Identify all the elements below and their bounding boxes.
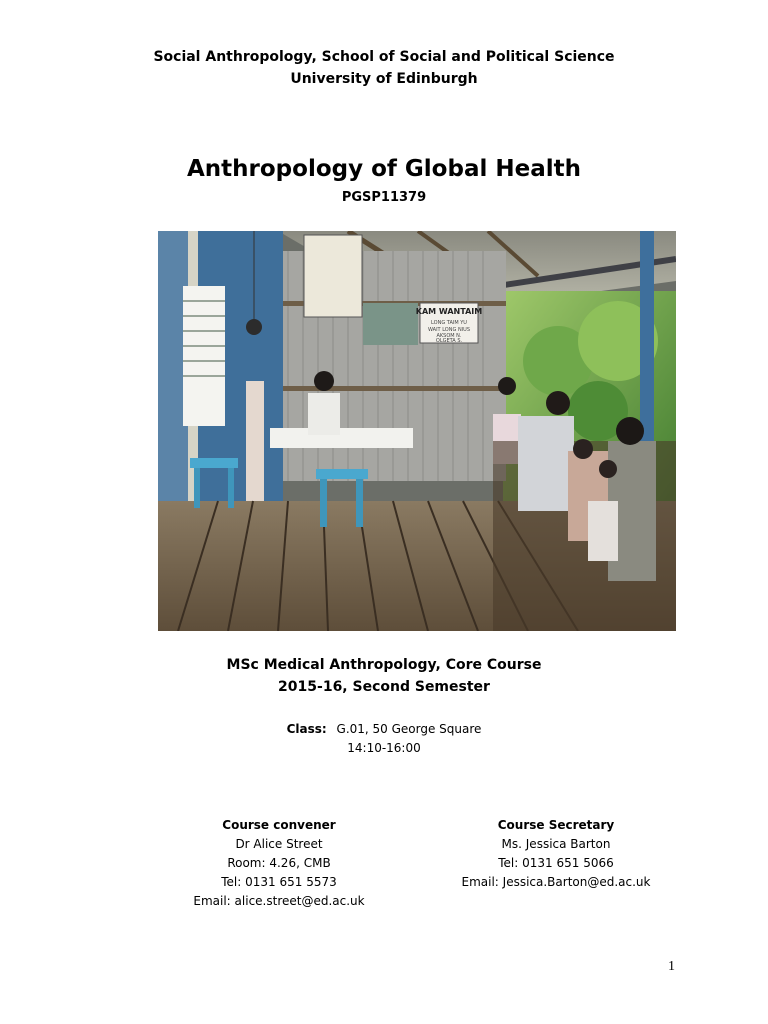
course-convener-block xyxy=(170,816,388,911)
secretary-name: Ms. Jessica Barton xyxy=(501,837,611,851)
header-university: University of Edinburgh xyxy=(290,71,478,87)
sign-line: WAIT LONG NIUS xyxy=(427,327,471,333)
class-location-value: G.01, 50 George Square xyxy=(336,722,482,736)
class-label: Class: xyxy=(286,722,327,736)
semester: 2015-16, Second Semester xyxy=(278,679,490,695)
class-location xyxy=(0,722,768,736)
course-secretary-block xyxy=(440,816,672,892)
course-title: Anthropology of Global Health xyxy=(187,156,581,182)
sign-line: LONG TAIM YU xyxy=(431,320,467,326)
convener-email: Email: alice.street@ed.ac.uk xyxy=(193,894,365,908)
convener-tel: Tel: 0131 651 5573 xyxy=(221,875,337,889)
page-number: 1 xyxy=(668,959,675,974)
class-time: 14:10-16:00 xyxy=(347,741,421,755)
clinic-photo xyxy=(158,231,676,631)
secretary-heading: Course Secretary xyxy=(497,818,615,832)
sign-line: OLGETA S. xyxy=(435,338,463,344)
course-code: PGSP11379 xyxy=(341,190,427,205)
convener-name: Dr Alice Street xyxy=(235,837,323,851)
convener-heading: Course convener xyxy=(222,818,336,832)
sign-heading: KAM WANTAIM xyxy=(415,307,483,316)
secretary-tel: Tel: 0131 651 5066 xyxy=(498,856,614,870)
program-title: MSc Medical Anthropology, Core Course xyxy=(226,657,542,673)
convener-room: Room: 4.26, CMB xyxy=(227,856,331,870)
secretary-email: Email: Jessica.Barton@ed.ac.uk xyxy=(461,875,651,889)
header-department: Social Anthropology, School of Social and Political Science xyxy=(153,49,615,65)
sign-line: AKSOM N. xyxy=(436,333,462,339)
